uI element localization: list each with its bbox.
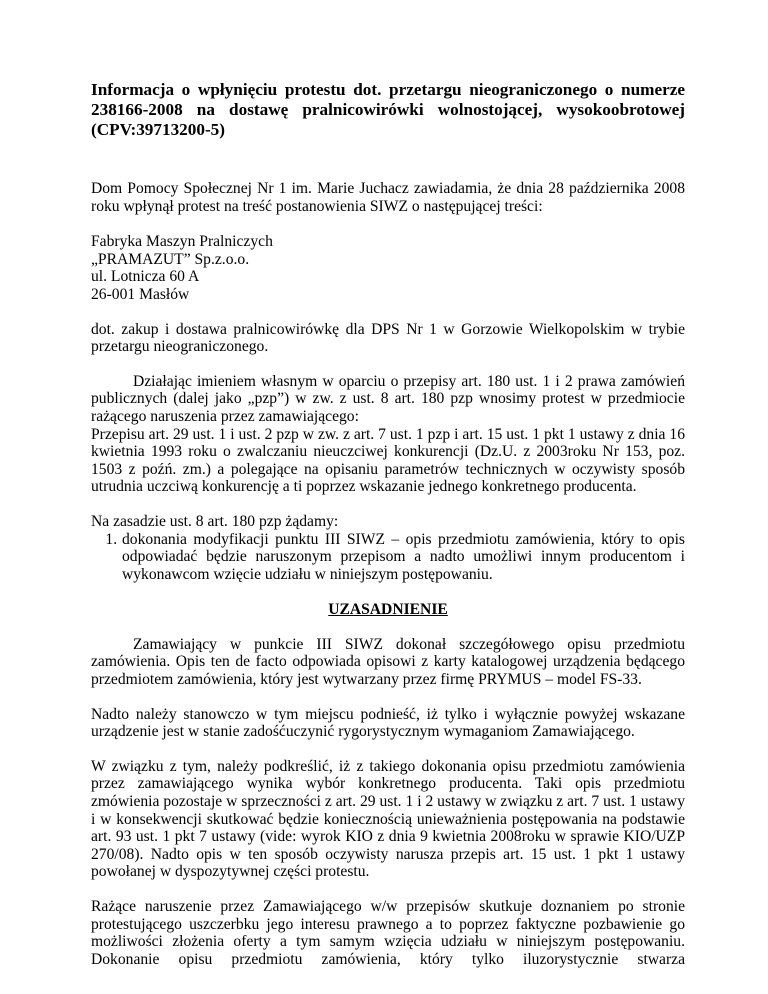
list-item: 1. dokonania modyfikacji punktu III SIWZ – opis przedmiotu zamówienia, który to opis odpowiadać będzie naruszonym przepisom a nadto umożliwi innym producentom i wykonawcom wzięcie udziału w niniejszym postępowaniu. (121, 531, 685, 584)
protester-address (91, 233, 685, 303)
acting-paragraph: Działając imieniem własnym w oparciu o przepisy art. 180 ust. 1 i 2 prawa zamówień publicznych (dalej jako „pzp”) w zw. z ust. 8 art. 180 pzp wnosimy protest w przedmiocie rażącego naruszenia przez zamawiającego: (91, 372, 685, 425)
demand-intro: Na zasadzie ust. 8 art. 180 pzp żądamy: (91, 512, 339, 530)
address-line: „PRAMAZUT” Sp.z.o.o. (91, 250, 250, 268)
address-line: 26-001 Masłów (91, 285, 190, 303)
justification-paragraph: W związku z tym, należy podkreślić, iż z takiego dokonania opisu przedmiotu zamówienia przez zamawiającego wynika wybór konkretnego producenta. Taki opis przedmiotu zmówienia pozostaje w sprzeczności z art. 29 ust. 1 i 2 ustawy w związku z art. 7 ust. 1 ustawy i w konsekwencji skutkować będzie koniecznością unieważnienia postępowania na podstawie art. 93 ust. 1 pkt 7 ustawy (vide: wyrok KIO z dnia 9 kwietnia 2008roku w sprawie KIO/UZP 270/08). Nadto opis w ten sposób oczywisty narusza przepis art. 15 ust. 1 pkt 1 ustawy powołanej w dyspozytywnej części protestu. (91, 757, 685, 881)
demand-list (91, 531, 685, 584)
justification-paragraph: Nadto należy stanowczo w tym miejscu podnieść, iż tylko i wyłącznie powyżej wskazane urządzenie jest w stanie zadośćuczynić rygorystycznym wymaganiom Zamawiającego. (91, 705, 685, 741)
protest-body (91, 373, 685, 496)
address-line: ul. Lotnicza 60 A (91, 268, 200, 286)
address-line: Fabryka Maszyn Pralniczych (91, 233, 273, 251)
breach-paragraph: Przepisu art. 29 ust. 1 i ust. 2 pzp w zw. z art. 7 ust. 1 pzp i art. 15 ust. 1 pkt 1 ustawy z dnia 16 kwietnia 1993 roku o zwalczaniu nieuczciwej konkurencji (Dz.U. z 2003roku Nr 153, poz. 1503 z poźń. zm.) a polegające na opisaniu parametrów technicznych w oczywisty sposób utrudnia uczciwą konkurencję a ti poprzez wskazanie jednego konkretnego producenta. (91, 425, 685, 496)
document-page (91, 80, 685, 985)
justification-paragraph: Zamawiający w punkcie III SIWZ dokonał szczegółowego opisu przedmiotu zamówienia. Opis ten de facto odpowiada opisowi z karty katalogowej urządzenia będącego przedmiotem zamówienia, który jest wytwarzany przez firmę PRYMUS – model FS-33. (91, 635, 685, 689)
subject-paragraph: dot. zakup i dostawa pralnicowirówkę dla DPS Nr 1 w Gorzowie Wielkopolskim w trybie przetargu nieograniczonego. (91, 320, 685, 356)
justification-paragraph: Rażące naruszenie przez Zamawiającego w/w przepisów skutkuje doznaniem po stronie protestującego uszczerbku jego interesu prawnego a to poprzez faktyczne pozbawienie go możliwości złożenia oferty a tym samym wzięcia udziału w niniejszym postępowaniu. Dokonanie opisu przedmiotu zamówienia, który tylko iluzorystycznie stwarza (91, 898, 685, 968)
document-title: Informacja o wpłynięciu protestu dot. przetargu nieograniczonego o numerze 238166-2008 na dostawę pralnicowirówki wolnostojącej, wysokoobrotowej (CPV:39713200-5) (91, 80, 685, 139)
intro-paragraph: Dom Pomocy Społecznej Nr 1 im. Marie Juchacz zawiadamia, że dnia 28 października 2008 roku wpłynął protest na treść postanowienia SIWZ o następującej treści: (91, 180, 685, 215)
section-heading: UZASADNIENIE (328, 601, 448, 619)
